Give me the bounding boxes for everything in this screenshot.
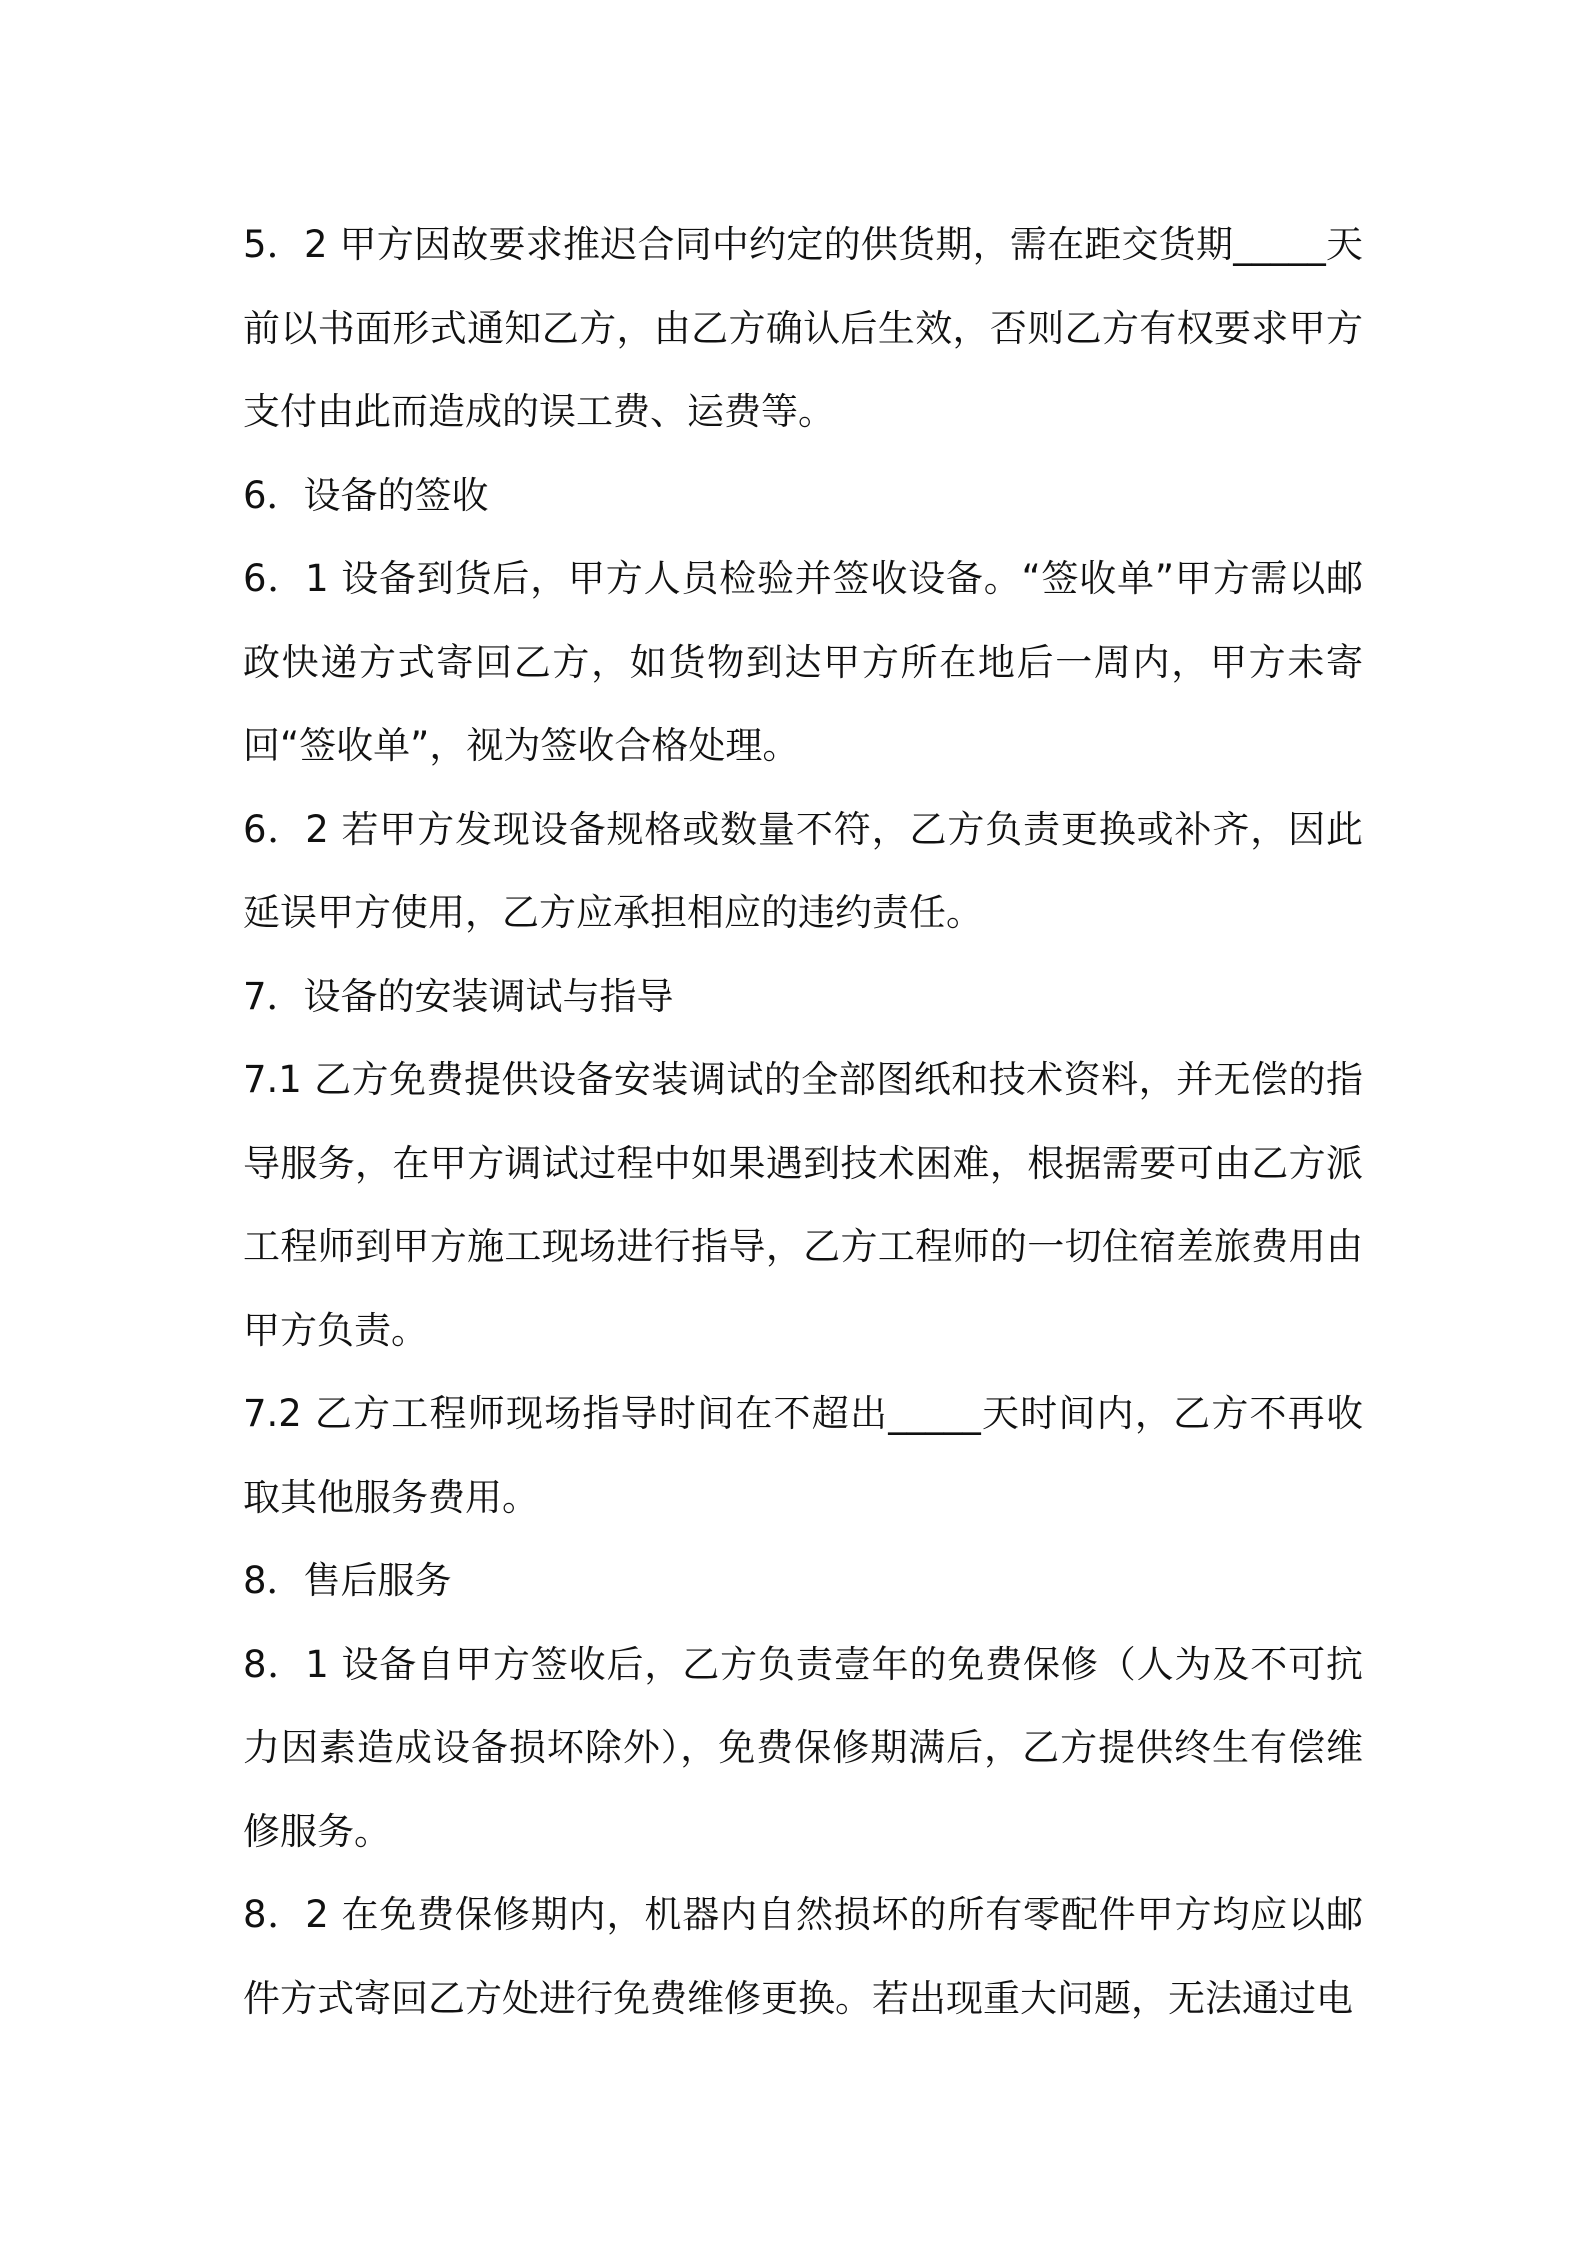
document-body — [243, 203, 1363, 2040]
clause-7-1: 7.1 乙方免费提供设备安装调试的全部图纸和技术资料，并无偿的指导服务，在甲方调试过程中如果遇到技术困难，根据需要可由乙方派工程师到甲方施工现场进行指导，乙方工程师的一切住宿差旅费用由甲方负责。 — [243, 1058, 1363, 1352]
clause-7-2: 7.2 乙方工程师现场指导时间在不超出_____天时间内，乙方不再收取其他服务费用。 — [243, 1392, 1363, 1519]
clause-6-2: 6．2 若甲方发现设备规格或数量不符，乙方负责更换或补齐，因此延误甲方使用，乙方应承担相应的违约责任。 — [243, 807, 1363, 934]
clause-8-2: 8．2 在免费保修期内，机器内自然损坏的所有零配件甲方均应以邮件方式寄回乙方处进行免费维修更换。若出现重大问题，无法通过电 — [243, 1893, 1363, 2020]
clause-5-2: 5．2 甲方因故要求推迟合同中约定的供货期，需在距交货期_____天前以书面形式通知乙方，由乙方确认后生效，否则乙方有权要求甲方支付由此而造成的误工费、运费等。 — [243, 223, 1363, 433]
section-7-heading: 7．设备的安装调试与指导 — [243, 974, 674, 1018]
section-6-heading: 6．设备的签收 — [243, 473, 489, 517]
clause-8-1: 8．1 设备自甲方签收后，乙方负责壹年的免费保修（人为及不可抗力因素造成设备损坏除外），免费保修期满后，乙方提供终生有偿维修服务。 — [243, 1642, 1363, 1853]
section-8-heading: 8．售后服务 — [243, 1559, 452, 1602]
clause-6-1: 6．1 设备到货后，甲方人员检验并签收设备。“签收单”甲方需以邮政快递方式寄回乙方，如货物到达甲方所在地后一周内，甲方未寄回“签收单”，视为签收合格处理。 — [243, 557, 1363, 767]
